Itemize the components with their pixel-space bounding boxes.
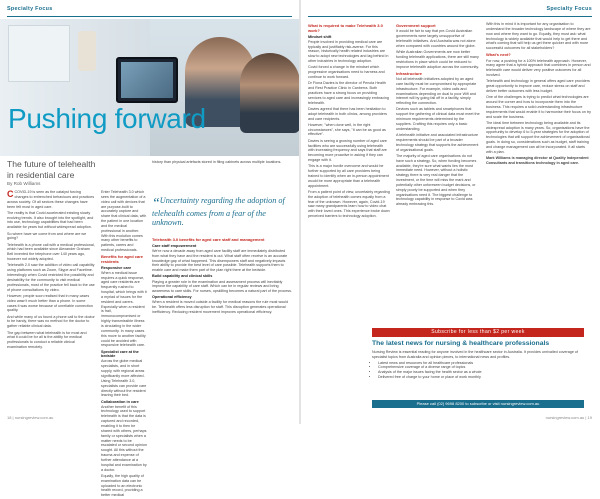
right-column-3 bbox=[486, 22, 592, 167]
subheading: What is required to make Telehealth 3.0 work? bbox=[308, 23, 383, 33]
promo-body bbox=[372, 350, 584, 380]
article-subtitle-line2: in residential care bbox=[7, 170, 75, 180]
left-column-3-top bbox=[152, 160, 292, 166]
paragraph: So where have we come from and where are we going? bbox=[7, 231, 87, 241]
hero-person-carer bbox=[240, 53, 300, 133]
right-column-2 bbox=[396, 22, 480, 209]
minor-heading: Build capability and clinical skills bbox=[152, 274, 213, 279]
section-label-left: Specialty Focus bbox=[7, 6, 53, 12]
promo-cta-link[interactable]: Please call (02) 9698 8200 to subscribe or visit nursingreview.com.au bbox=[372, 400, 584, 408]
left-column-3 bbox=[152, 236, 292, 316]
section-label-right: Specialty Focus bbox=[546, 6, 592, 12]
left-column-1 bbox=[7, 190, 95, 351]
paragraph: Across the globe medical specialists, and in short supply, with regional areas significantly more affected. Using Telehealth 3.0, specialists can provide care directly without the resident leaving their bed. bbox=[101, 359, 147, 398]
paragraph: Telehealth 2.0 saw the addition of video call capability using platforms such as Zoom, Skype and Facetime. Interestingly when Covid restricted the possibility and desirability for the community to visit medical professionals, most of the practice fell back to the use of phone consultations by video. bbox=[7, 263, 95, 292]
article-title: Pushing forward bbox=[8, 103, 206, 134]
paragraph: It would be fair to say that pre-Covid Australian governments were largely unsupportive of telehealth initiatives. And Australia was not alone when compared with countries around the globe. bbox=[396, 29, 476, 48]
paragraph: However, "when done well, in the right circumstances", she says, "it can be as good as effective". bbox=[308, 122, 386, 137]
promo-banner: Subscribe for less than $2 per week bbox=[372, 328, 584, 337]
paragraph: The ideal time between technology being available and its widespread adoption is many years. So, organisations have the opportunity to develop 6 to 5-year strategies for the adoption of technologies that will support the achievement of organisational goals. In doing so, considerations such as budget, staff training and change management can all be incorporated. It all starts with a plan. bbox=[486, 120, 590, 154]
subscription-promo bbox=[372, 328, 600, 424]
minor-heading: Operational efficiency bbox=[152, 295, 192, 300]
paragraph: From a patient point of view, uncertainty regarding the adoption of telehealth comes equally from a fear of the unknown. However, again, Covid-19 saw many grandparents learn how to video chat with their loved ones. This experience broke down perceived barriers to technology adoption. bbox=[308, 189, 390, 219]
minor-heading: Care staff empowerment bbox=[152, 243, 197, 248]
promo-intro: Nursing Review is essential reading for anyone involved in the healthcare sector in Australia. It provides unrivalled coverage of specialist topics from Australia and opinion pieces, to international news and profiles. bbox=[372, 350, 578, 359]
paragraph: Davies is seeing a growing number of aged care facilities who are successfully using telehealth with increasing frequency and says that staff are becoming more proactive in asking if they can engage with it. bbox=[308, 138, 387, 163]
minor-heading: Collaboration in care bbox=[101, 399, 139, 404]
promo-bullet: • Latest news and resources for all healthcare professionals bbox=[378, 361, 584, 366]
paragraph: This is a major hurdle overcome and would be further supported by all care providers being trained to identify when an in-person appointment would be more appropriate than a telehealth appointment. bbox=[308, 164, 389, 188]
paragraph: The majority of aged care organisations do not have such a strategy. So, when funding becomes available, they're sure what wants lies the most immediate need. However, without a holistic strategy there is very real danger that the investment, or the time will miss the mark and potentially other unforeseen budget decisions, or simply poorly be supported and when they organisations need it. The biggest challenge to technology capability in response to Covid was already embracing this. bbox=[396, 153, 477, 207]
promo-bullets bbox=[372, 361, 584, 380]
subheading: What's next? bbox=[486, 52, 511, 58]
subheading: Infrastructure bbox=[396, 70, 423, 76]
paragraph: The reality is that Covid accelerated existing slowly evolving trends. It also brought into the spotlight, and into use, technology capabilities that had been available for years but without widespread adoption. bbox=[7, 210, 94, 230]
paragraph: Not all telehealth initiatives adopted by an aged care facility must be compromised by appropriate infrastructure. For example, video calls and examinations depending on dual to poor Wifi and internet will by going fall off in a facility, simply reflecting the connection. bbox=[396, 77, 477, 106]
paragraph: When a resident is moved outside a facility for medical reasons the rule most would be. Telehealth offers less disruption for staff. This disruption generates operational inefficiency. Reducing resident movement improves operational efficiency. bbox=[152, 300, 289, 315]
paragraph: A telehealth initiative and associated infrastructure requirements should be part of a broader technology strategy that supports the achievement of organisational goals. bbox=[396, 133, 479, 152]
promo-bullet: • Comprehensive coverage of a diverse range of topics bbox=[378, 365, 584, 370]
hero-image bbox=[0, 19, 300, 156]
paragraph: When a medical issue requires a quick response, aged care residents are frequently rushed to hospital, which brings with it a myriad of issues for the resident and carers. Especially when a resident is frail, immunocompromised or highly transmissible illness is circulating in the wider community. In many cases this move to another facility could be avoided with responsive telehealth care. bbox=[101, 270, 147, 348]
page-number-right: nursingreview.com.au | 19 bbox=[545, 415, 592, 420]
paragraph: Another benefit of this technology used to support telehealth is that the data is captured and recorded, enabling it to then be shared with others, perhaps family or specialists when a matter needs to be escalated or second opinion sought. All this without the trauma and expense of further attendance at a hospital and examination by a doctor. bbox=[101, 404, 147, 472]
page-number-left: 18 | nursingreview.com.au bbox=[7, 415, 54, 420]
paragraph: Davies agreed that there has been hesitation to adopt telehealth in both clinics, among providers and care recipients. bbox=[308, 106, 387, 121]
paragraph: With this in mind it is important for any organisation to understand the broader technology landscape of where they are now and where they want to go. Equally, they must ask: what technology is widely available that would help to get there and what's coming that will help us get there quicker and with more successful outcomes for all stakeholders? bbox=[486, 22, 591, 51]
paragraph: Playing a greater role in the examination and assessment process will inevitably improve the capability of care staff. Which can be in regular reviews and bring awareness to care skills. For nurses, upskilling becomes a natural part of the process. bbox=[152, 279, 292, 294]
paragraph: The gap between what telehealth is for most and what it could be for all is the ability for medical professionals to conduct a reliable clinical examination remotely. bbox=[7, 330, 87, 350]
paragraph: One of the challenges is trying to predict what technologies are around the corner and how to incorporate them into the business. This requires a solid understanding infrastructure requirements that would enable it to harmonise their focus on try and scale the business. bbox=[486, 95, 591, 119]
paragraph: Telehealth and technology in general offers aged care providers great opportunity to improve care, reduce stress on staff and deliver better outcomes with less budget. bbox=[486, 79, 590, 93]
pull-quote: “Uncertainty regarding the adoption of telehealth comes from a fear of the unknown. bbox=[152, 196, 285, 228]
paragraph: Telehealth is a phone call with a medical professional, which had been available since Alexander Graham Bell invented the telephone over 140 years ago, however not widely adopted. bbox=[7, 242, 95, 262]
subheading: Telehealth 3.0 benefits for aged care staff and management bbox=[152, 237, 265, 242]
paragraph: Enter Telehealth 3.0 which sees the augmentation of a video call with devices that are purpose-built to accurately capture and share that clinical data, with the patient in one location and the medical professional in another. With this evolution comes many other benefits to patients, carers and medical professionals. bbox=[101, 190, 147, 253]
paragraph: However, people soon realised that in many cases video wasn't much better than a phone. In some cases it was worse because of unreliable connection quality. bbox=[7, 293, 93, 313]
paragraph: CCOVID-19 is seen as the catalyst forcing changes to entrenched behaviours and practices across society. Of all sectors these changes have been felt most in aged care. bbox=[7, 189, 95, 209]
promo-bullet: • Delivered free of charge to your home or place of work monthly bbox=[378, 375, 584, 380]
right-column-1 bbox=[308, 22, 390, 220]
subheading: Government support bbox=[396, 23, 436, 28]
author-bio: Mark Williams is managing director at Quality Independent Consultants and transitions technology in aged care. bbox=[486, 156, 589, 165]
paragraph: For now, a pushing for a 100% telehealth approach. However, many agree that a hybrid approach that combines in person and telehealth care would deliver very positive outcomes for all involved. bbox=[486, 58, 591, 78]
paragraph: Dr Fiona Davies is the director of Penola Health and Rest Practice Clinic in Canberra. Both practices have a strong focus on providing services to aged care and increasingly embracing telehealth. bbox=[308, 81, 389, 105]
minor-heading: Mindset shift bbox=[308, 34, 332, 39]
promo-heading: The latest news for nursing & healthcare professionals bbox=[372, 340, 550, 347]
promo-bullet: • Analysis of the major issues facing the health sector as a whole bbox=[378, 370, 584, 375]
subheading: Benefits for aged care residents bbox=[101, 253, 144, 264]
minor-heading: Specialist care at the bedside bbox=[101, 349, 139, 359]
minor-heading: Responsive care bbox=[101, 265, 132, 270]
paragraph: People involved in providing medical care are typically and justifiably risk-averse. For this reason, historically health related industries are slow to adopt new technologies and lag behind in other industries in technology adoption. bbox=[308, 39, 389, 64]
paragraph: And while many of us found a phone call to the doctor to be handy, there was no method for the doctor to gather reliable clinical data. bbox=[7, 314, 95, 329]
quote-mark-icon: “ bbox=[152, 196, 160, 211]
hero-window bbox=[8, 25, 70, 82]
byline: By Rob Williams bbox=[7, 181, 41, 186]
hero-lamp bbox=[78, 31, 96, 71]
section-rule-right bbox=[308, 16, 592, 17]
paragraph: We're now a decade away from aged care facility staff are immediately distributed from what they have and the resident is out. What staff often receive is an accurate knowledge gap of what happened. This disempowers staff and negatively impacts their ability to provide the best level of care possible. Telehealth supports them to enable care and make them part of the plan right there at the bedside. bbox=[152, 248, 288, 273]
left-column-2 bbox=[101, 190, 147, 499]
article-subtitle-line1: The future of telehealth bbox=[7, 159, 96, 169]
section-rule-left bbox=[7, 16, 292, 17]
paragraph: Covid forced a change in the mindset which progressive organisations need to harness and continue to work forward. bbox=[308, 65, 385, 80]
paragraph: history than physical artefacts stored in filing cabinets across multiple locations. bbox=[152, 160, 282, 164]
paragraph: While Australian Governments are now better funding telehealth applications, there are still many restrictions in place which could be reduced to improve telehealth adoption across the community. bbox=[396, 50, 479, 69]
paragraph: Devices such as tablets and smartphones that support the gathering of clinical data must meet the minimum requirements determined by the suppliers. Crafting this requires only a basic understanding. bbox=[396, 107, 480, 131]
hero-tablet bbox=[116, 57, 178, 103]
drop-cap: C bbox=[7, 189, 14, 199]
left-page bbox=[0, 0, 300, 498]
tablet-screen bbox=[121, 62, 173, 98]
paragraph: Equally, the high quality of examination data can be uploaded to an electronic health record, providing a better medical bbox=[101, 473, 144, 498]
